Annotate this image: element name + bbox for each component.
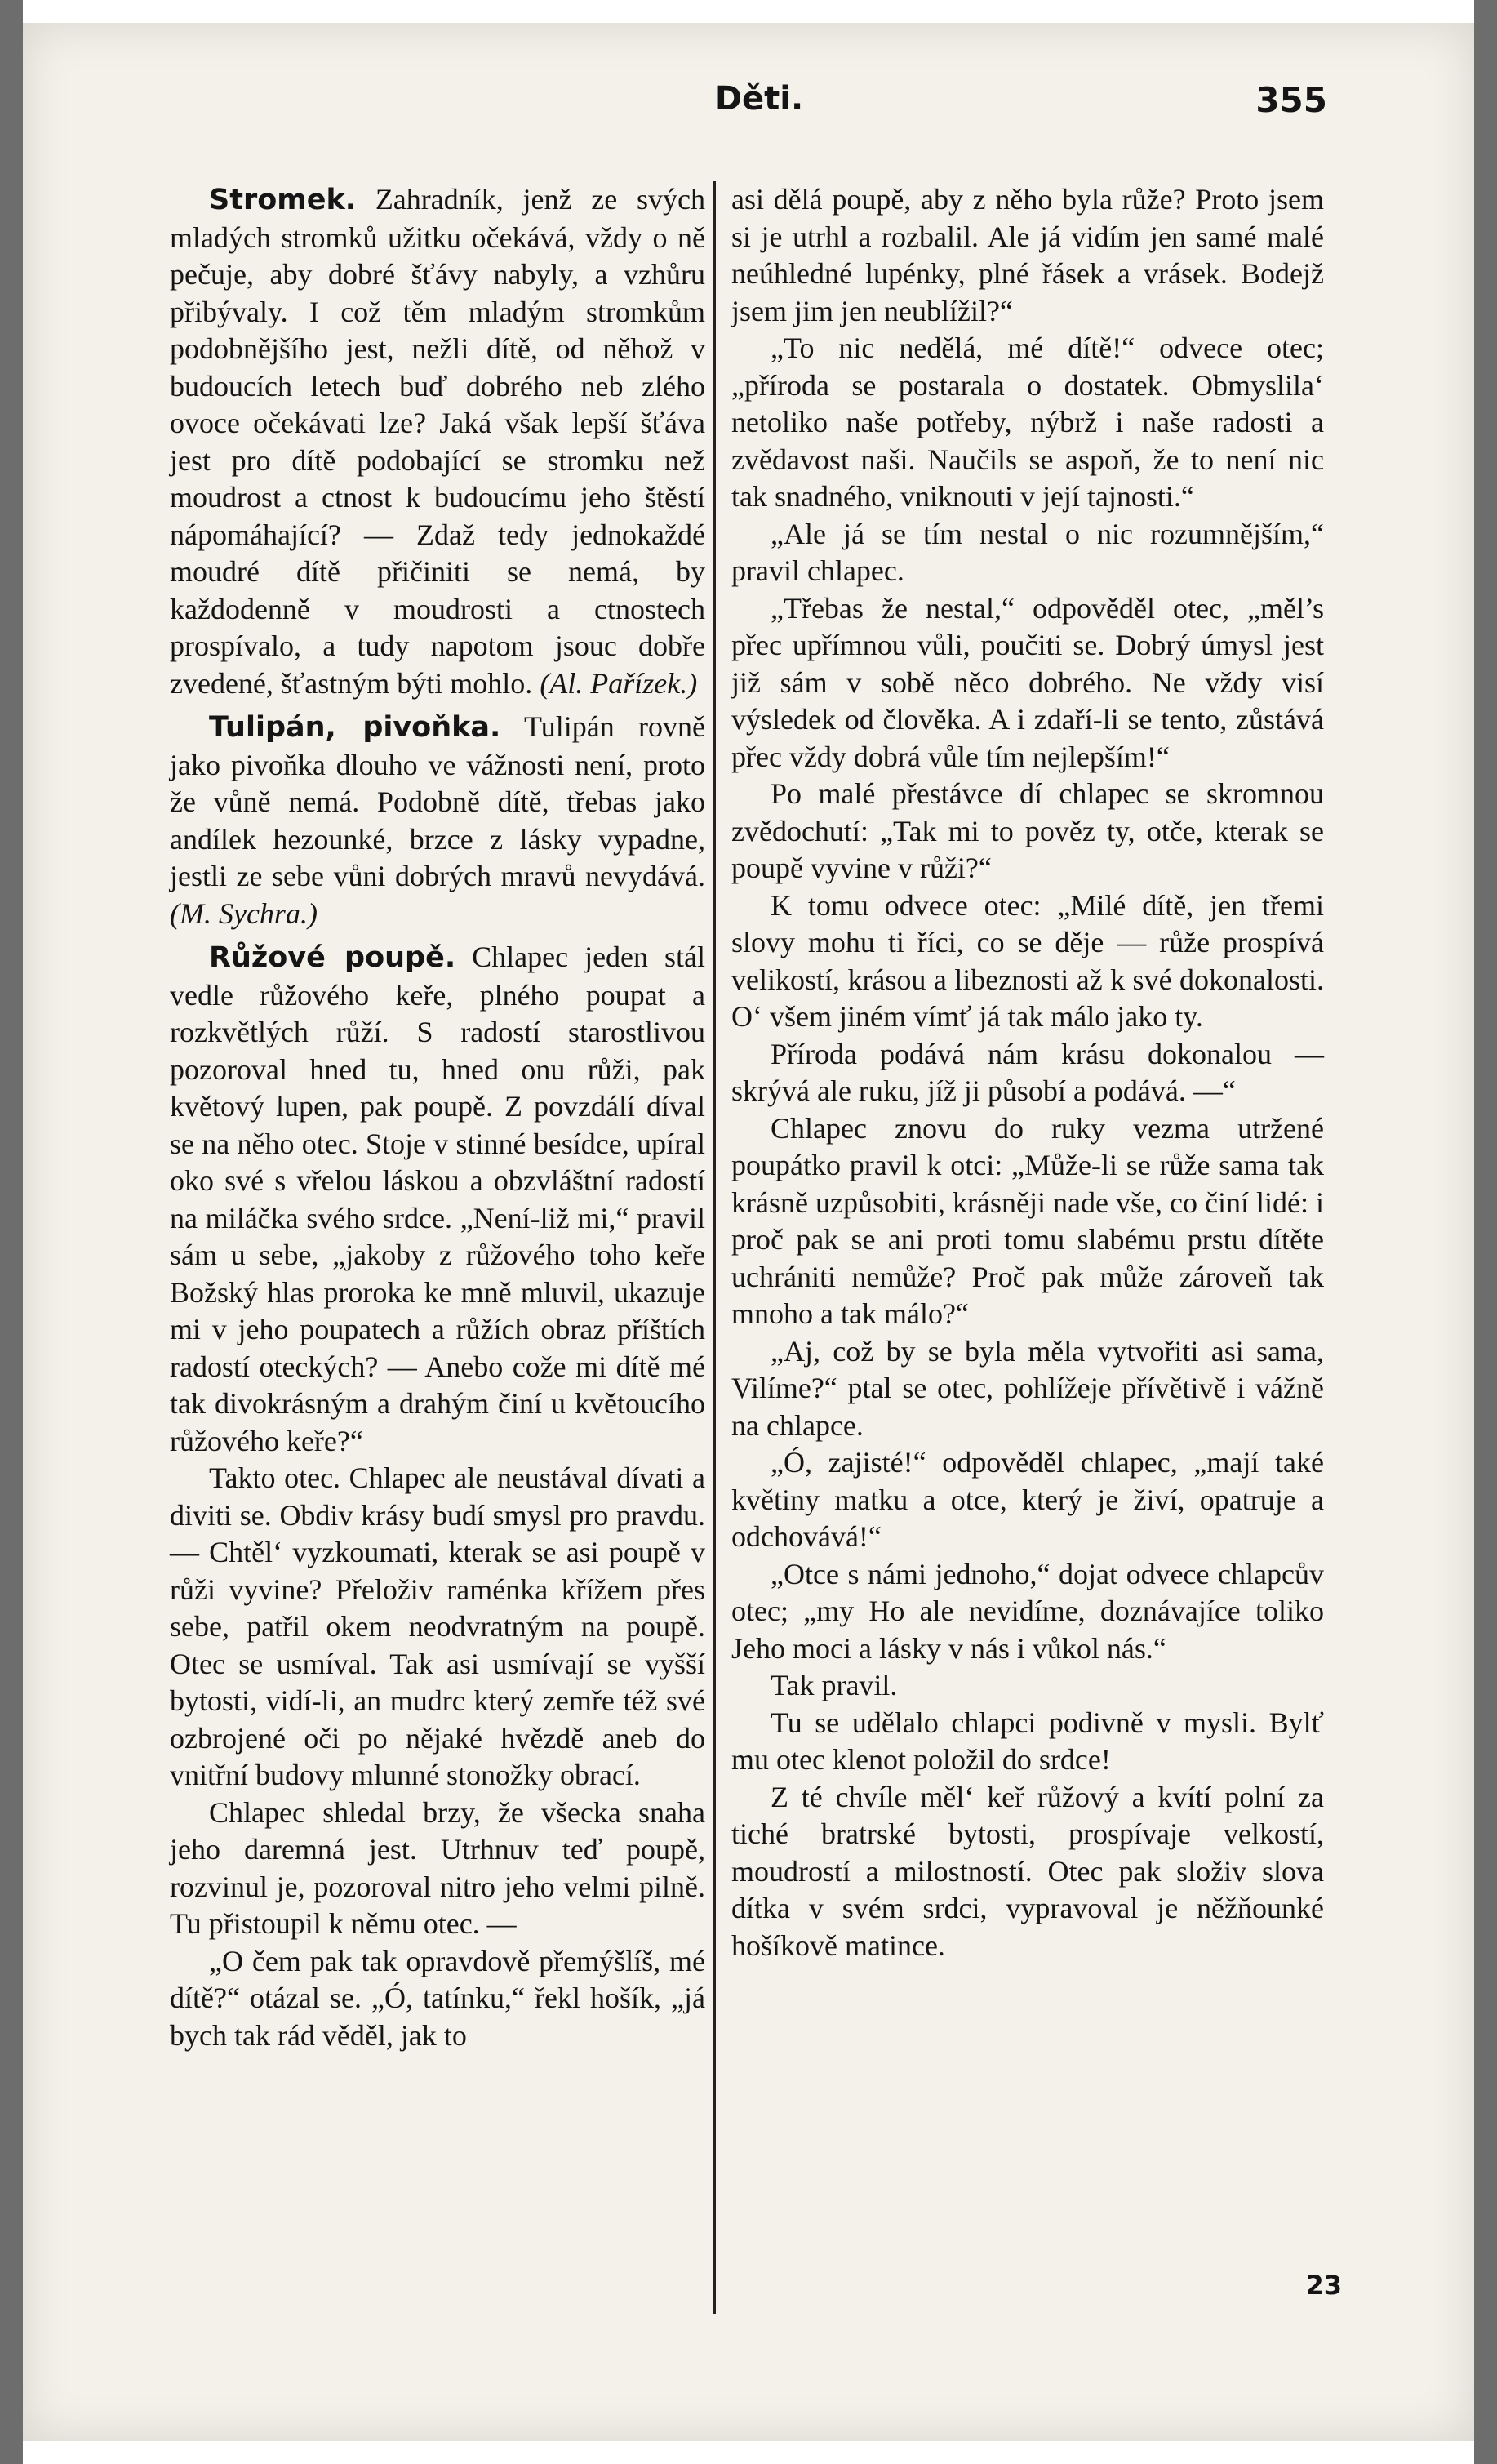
paragraph: „Aj, což by se byla měla vytvořiti asi sama, Vilíme?“ ptal se otec, pohlížeje přívětivě i vážně na chlapce.: [731, 1334, 1324, 1442]
paragraph: Po malé přestávce dí chlapec se skromnou zvědochutí: „Tak mi to pověz ty, otče, kterak se poupě vyvine v růži?“: [731, 777, 1324, 884]
paragraph: „To nic nedělá, mé dítě!“ odvece otec; „příroda se postarala o dostatek. Obmyslila‘ netoliko naše potřeby, nýbrž i naše radosti a zvědavost naši. Naučils se aspoň, že to není nic tak snadného, vniknouti v její tajnosti.“: [731, 331, 1324, 513]
article-stromek: [170, 181, 705, 702]
paragraph: „O čem pak tak opravdově přemýšlíš, mé dítě?“ otázal se. „Ó, tatínku,“ řekl hošík, „já bych tak rád věděl, jak to: [170, 1944, 705, 2052]
heading-ruzove-poupe: Růžové poupě.: [209, 941, 456, 974]
author-tulipan: (M. Sychra.): [170, 896, 318, 930]
paragraph: „Ó, zajisté!“ odpověděl chlapec, „mají také květiny matku a otce, který je živí, opatruje a odchovává!“: [731, 1446, 1324, 1553]
paragraph: Takto otec. Chlapec ale neustával dívati a diviti se. Obdiv krásy budí smysl pro pravdu. — Chtěl‘ vyzkoumati, kterak se asi poupě v růži vyvine? Přeloživ raménka křížem přes sebe, patřil okem neodvratným na poupě. Otec se usmíval. Tak asi usmívají se vyšší bytosti, vidí-li, an mudrc který zemře též své ozbrojené oči po nějaké hvězdě aneb do vnitřní budovy mlunné stonožky obrací.: [170, 1461, 705, 1791]
heading-tulipan: Tulipán, pivoňka.: [209, 711, 501, 744]
paragraph: „Třebas že nestal,“ odpověděl otec, „měl’s přec upřímnou vůli, poučiti se. Dobrý úmysl jest již sám v sobě něco dobrého. Ne vždy visí výsledek od člověka. A i zdaří-li se tento, zůstává přec vždy dobrá vůle tím nejlepším!“: [731, 591, 1324, 773]
paragraph: K tomu odvece otec: „Milé dítě, jen třemi slovy mohu ti říci, co se děje — růže prospívá velikostí, krásou a libeznosti až k své dokonalosti. O‘ všem jiném vímť já tak málo jako ty.: [731, 888, 1324, 1033]
paragraph: Příroda podává nám krásu dokonalou — skrývá ale ruku, jíž ji působí a podává. —“: [731, 1037, 1324, 1107]
paragraph: Tu se udělalo chlapci podivně v mysli. Bylť mu otec klenot položil do srdce!: [731, 1706, 1324, 1776]
paragraph: asi dělá poupě, aby z něho byla růže? Proto jsem si je utrhl a rozbalil. Ale já vidím jen samé malé neúhledné lupénky, plné řásek a vrásek. Bodejž jsem jim jen neublížil?“: [731, 183, 1324, 327]
printer-signature: 23: [1305, 2270, 1342, 2301]
paragraph: „Ale já se tím nestal o nic rozumnějším,“ pravil chlapec.: [731, 517, 1324, 587]
article-ruzove-poupe: [170, 939, 705, 1460]
scan-edge-right: [1474, 0, 1497, 2464]
column-divider: [713, 181, 716, 2314]
text-ruzove-poupe: Chlapec jeden stál vedle růžového keře, plného poupat a rozkvětlých růží. S radostí starostlivou pozoroval hned tu, hned onu růži, pak květový lupen, pak poupě. Z povzdálí díval se na něho otec. Stoje v stinné besídce, upíral oko své s vřelou láskou a obzvláštní radostí na miláčka svého srdce. „Není-liž mi,“ pravil sám u sebe, „jakoby z růžového toho keře Božský hlas proroka ke mně mluvil, ukazuje mi v jeho poupatech a růžích obraz příštích radostí oteckých? — Anebo cože mi dítě mé tak divokrásným a drahým činí u květoucího růžového keře?“: [170, 941, 706, 1457]
text-tulipan: Tulipán rovně jako pivoňka dlouho ve vážnosti není, proto že vůně nemá. Podobně dítě, třebas jako andílek hezounké, brzce z lásky vypadne, jestli ze sebe vůni dobrých mravů nevydává.: [170, 710, 705, 892]
heading-stromek: Stromek.: [209, 184, 357, 216]
author-stromek: (Al. Pařízek.): [540, 666, 698, 700]
left-column: [170, 181, 705, 2054]
paragraph: Chlapec shledal brzy, že všecka snaha jeho daremná jest. Utrhnuv teď poupě, rozvinul je, pozoroval nitro jeho velmi pilně. Tu přistoupil k němu otec. —: [170, 1795, 705, 1940]
paragraph: Tak pravil.: [771, 1669, 898, 1701]
page-number: 355: [1255, 80, 1327, 120]
right-column: [731, 181, 1324, 1964]
paragraph: Z té chvíle měl‘ keř růžový a kvítí polní za tiché bratrské bytosti, prospívaje velkostí, moudrostí a milostností. Otec pak složiv slova dítka v svém srdci, vypravoval je něžňounké hošíkově matince.: [731, 1780, 1324, 1962]
text-stromek: Zahradník, jenž ze svých mladých stromků užitku očekává, vždy o ně pečuje, aby dobré šťávy nabyly, a vzhůru přibývaly. I což těm mladým stromkům podobnějšího jest, nežli dítě, od něhož v budoucích letech buď dobrého neb zlého ovoce očekávati lze? Jaká však lepší šťáva jest pro dítě podobající se stromku než moudrost a ctnost k budoucímu jeho štěstí nápomáhající? — Zdaž tedy jednokaždé moudré dítě přičiniti se nemá, by každodenně v moudrosti a ctnostech prospívalo, a tudy napotom jsouc dobře zvedené, šťastným býti mohlo.: [170, 183, 705, 700]
paragraph: „Otce s námi jednoho,“ dojat odvece chlapcův otec; „my Ho ale nevidíme, doznávajíce toliko Jeho moci a lásky v nás i vůkol nás.“: [731, 1557, 1324, 1665]
article-tulipan: [170, 709, 705, 932]
paragraph: Chlapec znovu do ruky vezma utržené poupátko pravil k otci: „Může-li se růže sama tak krásně uzpůsobiti, krásněji nade vše, co činí lidé: i proč pak se ani proti tomu slabému prstu dítěte uchrániti nemůže? Proč pak může zároveň tak mnoho a tak málo?“: [731, 1111, 1324, 1330]
running-header: Děti.: [714, 80, 804, 118]
scan-edge-left: [0, 0, 23, 2464]
